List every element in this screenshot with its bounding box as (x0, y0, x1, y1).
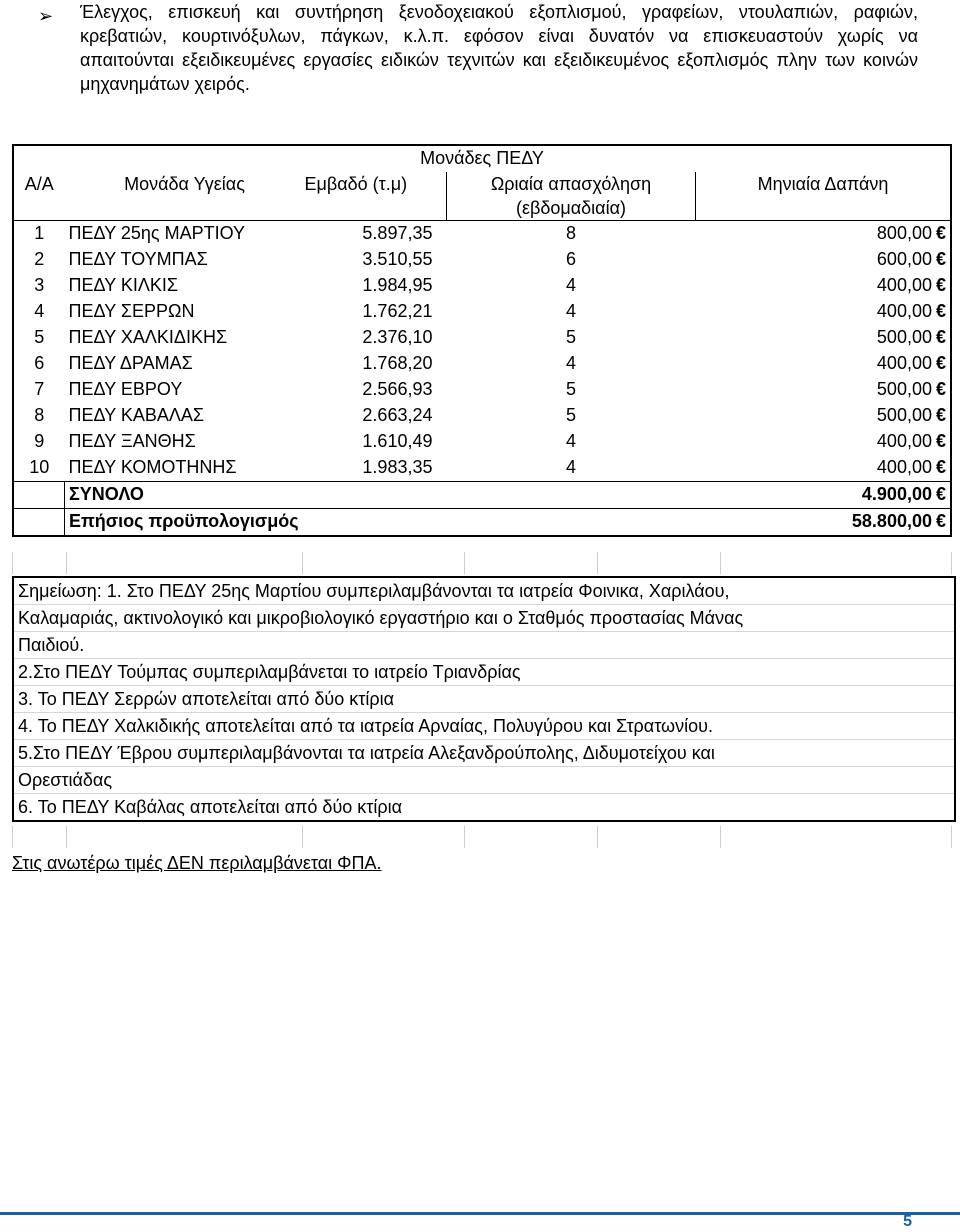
header-hours: Ωριαία απασχόληση (εβδομαδιαία) (447, 172, 696, 221)
row-aa: 1 (13, 221, 65, 248)
euro-sign: € (935, 431, 946, 451)
row-cost (696, 299, 952, 325)
row-aa: 5 (13, 325, 65, 351)
row-unit: ΠΕΔΥ ΕΒΡΟΥ (68, 379, 183, 399)
euro-sign: € (935, 327, 946, 347)
row-aa: 3 (13, 273, 65, 299)
note-line: Παιδιού. (14, 632, 954, 659)
annual-budget-row-value (696, 509, 952, 537)
row-unit: ΠΕΔΥ 25ης ΜΑΡΤΙΟΥ (65, 221, 305, 248)
grid-gap-upper (12, 552, 952, 574)
table-row (13, 325, 951, 351)
note-line: 5.Στο ΠΕΔΥ Έβρου συμπεριλαμβάνονται τα ιατρεία Αλεξανδρούπολης, Διδυμοτείχου και (14, 740, 954, 767)
units-table (12, 144, 952, 537)
row-area: 1.610,49 (362, 431, 433, 451)
annual-budget-row (13, 509, 951, 537)
row-area: 2.663,24 (362, 405, 433, 425)
row-aa: 4 (13, 299, 65, 325)
row-aa: 7 (13, 377, 65, 403)
table-row (13, 377, 951, 403)
row-hours: 5 (565, 379, 576, 399)
header-unit: Μονάδα Υγείας (124, 174, 245, 194)
row-hours: 4 (565, 457, 576, 477)
row-hours: 4 (565, 275, 576, 295)
row-unit: ΠΕΔΥ ΚΙΛΚΙΣ (68, 275, 179, 295)
euro-sign: € (935, 301, 946, 321)
row-cost (696, 455, 952, 482)
row-cost-value: 400,00 (876, 431, 932, 451)
row-area: 1.762,21 (362, 301, 433, 321)
row-cost (696, 247, 952, 273)
euro-sign: € (935, 457, 946, 477)
row-cost-value: 500,00 (876, 405, 932, 425)
note-line: 6. Το ΠΕΔΥ Καβάλας αποτελείται από δύο κτίρια (18, 797, 403, 817)
row-cost (696, 429, 952, 455)
row-unit: ΠΕΔΥ ΚΟΜΟΤΗΝΗΣ (68, 457, 237, 477)
footer-rule (0, 1212, 960, 1215)
row-area: 1.984,95 (362, 275, 433, 295)
row-hours: 8 (447, 221, 696, 248)
euro-sign: € (935, 379, 946, 399)
table-row (13, 403, 951, 429)
table-row (13, 351, 951, 377)
total-row (13, 482, 951, 509)
intro-text: Έλεγχος, επισκευή και συντήρηση ξενοδοχειακού εξοπλισμού, γραφείων, ντουλαπιών, ραφιών, κρεβατιών, κουρτινόξυλων, πάγκων, κ.λ.π. εφόσον είναι δυνατόν να επισκευαστούν χωρίς να απαιτούνται εξειδικευμένες εργασίες ειδικών τεχνιτών και εξειδικευμένος εξοπλισμός πλην των κοινών μηχανημάτων χειρός. (80, 2, 918, 94)
row-area: 5.897,35 (305, 221, 447, 248)
note-line: 3. Το ΠΕΔΥ Σερρών αποτελείται από δύο κτίρια (14, 686, 954, 713)
row-hours: 4 (565, 431, 576, 451)
euro-sign: € (935, 223, 946, 243)
arrow-bullet-icon: ➢ (38, 6, 54, 26)
total-row-label: ΣΥΝΟΛΟ (65, 482, 696, 509)
table-row (13, 455, 951, 482)
note-line: 2.Στο ΠΕΔΥ Τούμπας συμπεριλαμβάνεται το ιατρείο Τριανδρίας (14, 659, 954, 686)
note-line: Σημείωση: 1. Στο ΠΕΔΥ 25ης Μαρτίου συμπεριλαμβάνονται τα ιατρεία Φοινικα, Χαριλάου, (14, 578, 954, 605)
row-cost (696, 377, 952, 403)
row-unit: ΠΕΔΥ ΤΟΥΜΠΑΣ (68, 249, 208, 269)
header-cost: Μηνιαία Δαπάνη (696, 172, 952, 221)
row-unit: ΠΕΔΥ ΚΑΒΑΛΑΣ (68, 405, 205, 425)
vat-note: Στις ανωτέρω τιμές ΔΕΝ περιλαμβάνεται ΦΠΑ. (12, 853, 382, 873)
row-area: 1.768,20 (362, 353, 433, 373)
row-area: 2.566,93 (362, 379, 433, 399)
grid-gap-lower (12, 826, 952, 848)
header-row (13, 172, 951, 221)
intro-bullet (38, 0, 918, 96)
note-line: 4. Το ΠΕΔΥ Χαλκιδικής αποτελείται από τα ιατρεία Αρναίας, Πολυγύρου και Στρατωνίου. (14, 713, 954, 740)
table-row (13, 299, 951, 325)
row-cost (696, 273, 952, 299)
row-area: 2.376,10 (362, 327, 433, 347)
row-area: 1.983,35 (362, 457, 433, 477)
row-hours: 4 (565, 301, 576, 321)
row-unit: ΠΕΔΥ ΣΕΡΡΩΝ (68, 301, 195, 321)
row-cost (696, 403, 952, 429)
total-row-value (696, 482, 952, 509)
table-title-row (13, 145, 951, 172)
annual-budget-row-label: Επήσιος προϋπολογισμός (65, 509, 696, 537)
euro-sign: € (935, 275, 946, 295)
row-cost (696, 221, 952, 248)
total-row-amount: 4.900,00 (861, 484, 932, 504)
euro-sign: € (935, 353, 946, 373)
row-cost-value: 500,00 (876, 327, 932, 347)
header-area: Εμβαδό (τ.μ) (304, 174, 408, 194)
table-title: Μονάδες ΠΕΔΥ (13, 145, 951, 172)
row-cost-value: 800,00 (876, 223, 932, 243)
row-unit: ΠΕΔΥ ΔΡΑΜΑΣ (68, 353, 193, 373)
row-cost-value: 400,00 (876, 301, 932, 321)
page-number: 5 (903, 1213, 912, 1230)
row-aa: 2 (13, 247, 65, 273)
row-cost-value: 400,00 (876, 275, 932, 295)
row-cost-value: 400,00 (876, 353, 932, 373)
table-row (13, 429, 951, 455)
euro-sign: € (935, 484, 946, 504)
row-cost (696, 325, 952, 351)
row-area: 3.510,55 (362, 249, 433, 269)
row-unit: ΠΕΔΥ ΞΑΝΘΗΣ (68, 431, 196, 451)
table-row (13, 247, 951, 273)
row-cost-value: 400,00 (876, 457, 932, 477)
row-cost (696, 351, 952, 377)
row-aa: 8 (13, 403, 65, 429)
row-hours: 5 (565, 405, 576, 425)
note-line: Καλαμαριάς, ακτινολογικό και μικροβιολογικό εργαστήριο και ο Σταθμός προστασίας Μάνας (14, 605, 954, 632)
note-line: Ορεστιάδας (14, 767, 954, 794)
annual-budget-row-blank (13, 509, 65, 537)
row-hours: 6 (565, 249, 576, 269)
row-cost-value: 600,00 (876, 249, 932, 269)
row-hours: 5 (565, 327, 576, 347)
row-aa: 9 (13, 429, 65, 455)
header-aa: Α/Α (13, 172, 65, 221)
row-cost-value: 500,00 (876, 379, 932, 399)
row-hours: 4 (565, 353, 576, 373)
euro-sign: € (935, 511, 946, 531)
total-row-blank (13, 482, 65, 509)
euro-sign: € (935, 405, 946, 425)
row-aa: 10 (13, 455, 65, 482)
row-unit: ΠΕΔΥ ΧΑΛΚΙΔΙΚΗΣ (68, 327, 228, 347)
table-row (13, 221, 951, 248)
row-aa: 6 (13, 351, 65, 377)
notes-box (12, 576, 956, 822)
annual-budget-row-amount: 58.800,00 (851, 511, 932, 531)
euro-sign: € (935, 249, 946, 269)
table-row (13, 273, 951, 299)
